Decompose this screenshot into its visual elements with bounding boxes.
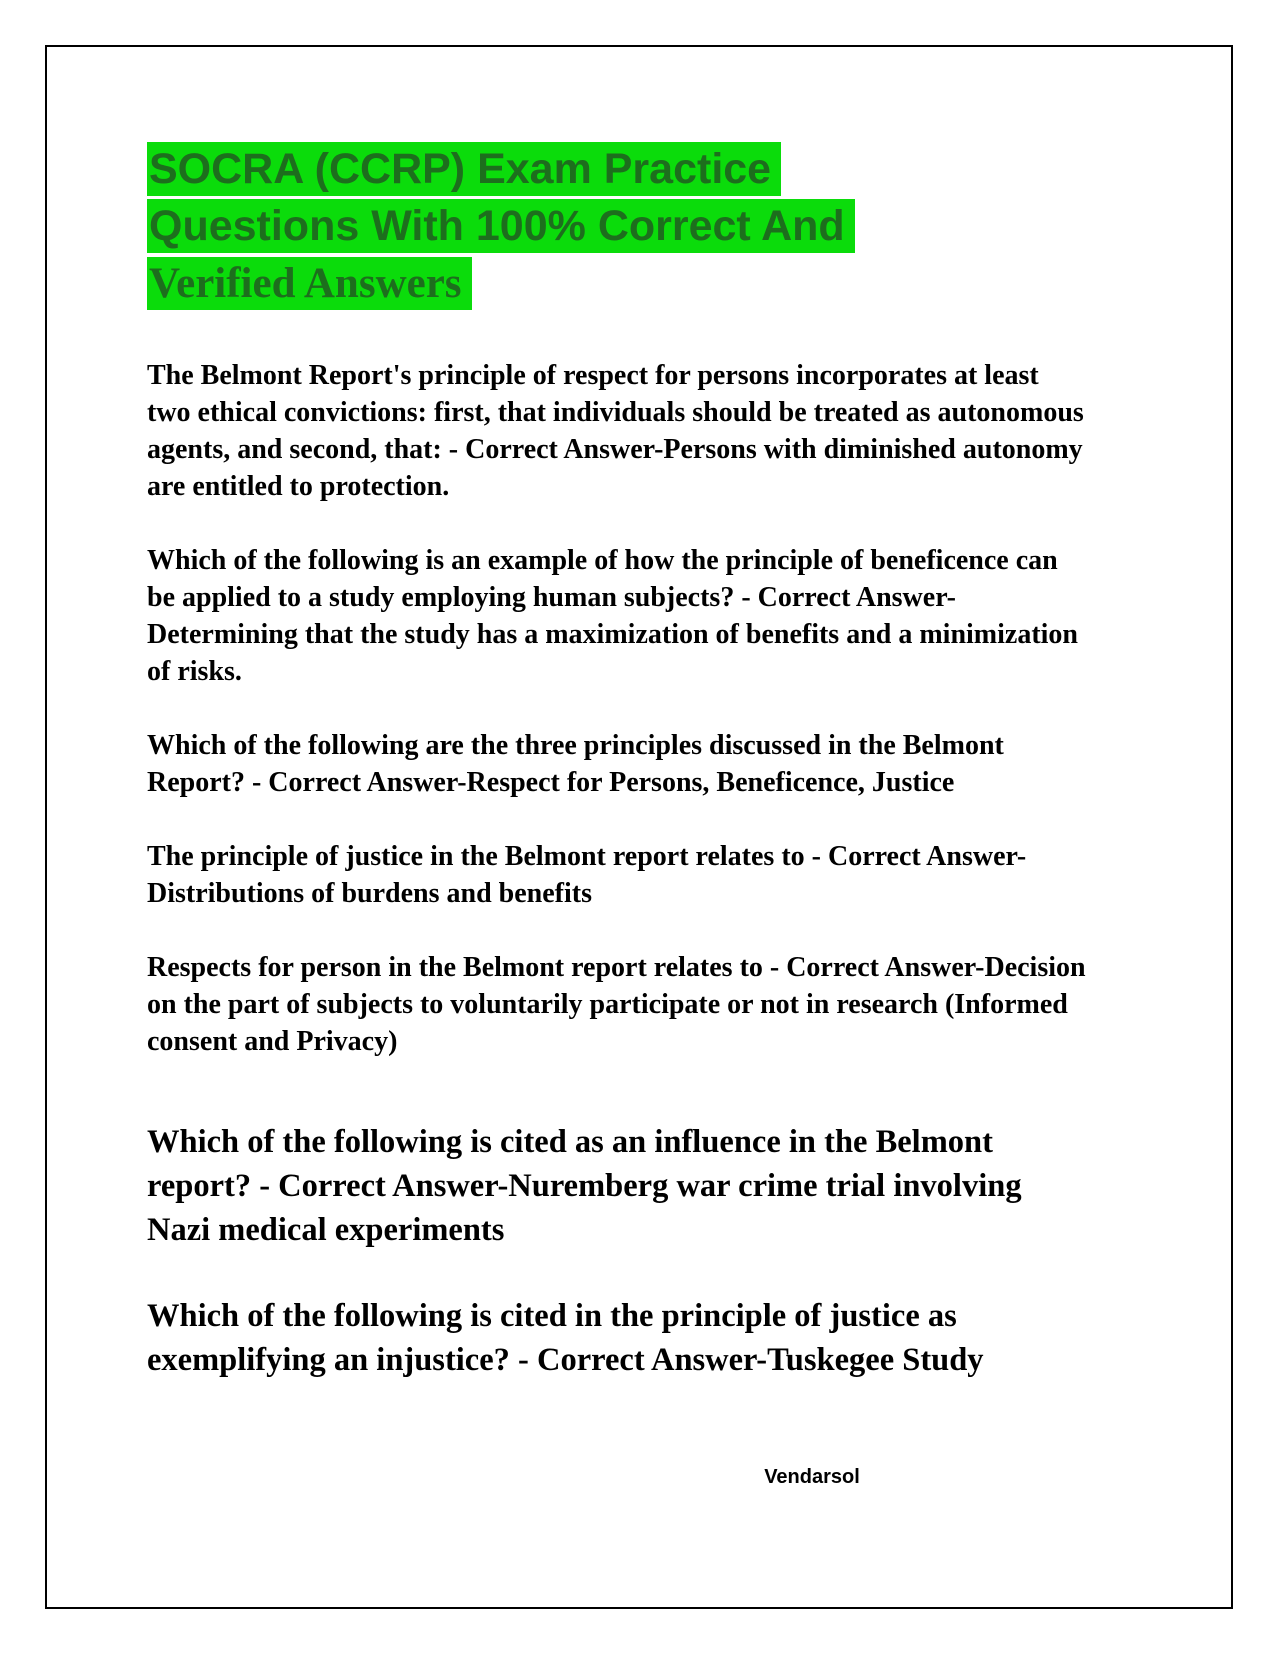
title-highlight-3: Verified Answers <box>147 257 472 310</box>
qa-paragraph: Which of the following is an example of how the principle of beneficence can be applied to a study employing human subjects? - Correct Answer-Determining that the study has a maximization of benefits and a minimization of risks. <box>147 545 1078 687</box>
qa-paragraph: Respects for person in the Belmont report relates to - Correct Answer-Decision on the part of subjects to voluntarily participate or not in research (Informed consent and Privacy) <box>147 952 1086 1057</box>
qa-paragraph: Which of the following are the three principles discussed in the Belmont Report? - Correct Answer-Respect for Persons, Beneficence, Justice <box>147 730 1004 798</box>
title-line-2 <box>147 199 1087 254</box>
qa-paragraph: The principle of justice in the Belmont report relates to - Correct Answer-Distributions of burdens and benefits <box>147 841 1027 909</box>
qa-paragraph: Which of the following is cited as an influence in the Belmont report? - Correct Answer-Nuremberg war crime trial involving Nazi medical experiments <box>147 1124 1022 1248</box>
document-content <box>147 142 1087 1424</box>
title-line-3 <box>147 256 1087 311</box>
title-highlight-1: SOCRA (CCRP) Exam Practice <box>147 142 781 196</box>
title-line-1 <box>147 142 1087 197</box>
page-title <box>147 142 1087 311</box>
title-highlight-2: Questions With 100% Correct And <box>147 199 855 253</box>
page-border <box>45 45 1233 1609</box>
qa-paragraph: Which of the following is cited in the principle of justice as exemplifying an injustice? - Correct Answer-Tuskegee Study <box>147 1298 984 1378</box>
qa-paragraph: The Belmont Report's principle of respect for persons incorporates at least two ethical convictions: first, that individuals should be treated as autonomous agents, and second, that: - Correct Answer-Persons with diminished autonomy are entitled to protection. <box>147 360 1084 502</box>
footer-watermark: Vendarsol <box>764 1466 860 1488</box>
